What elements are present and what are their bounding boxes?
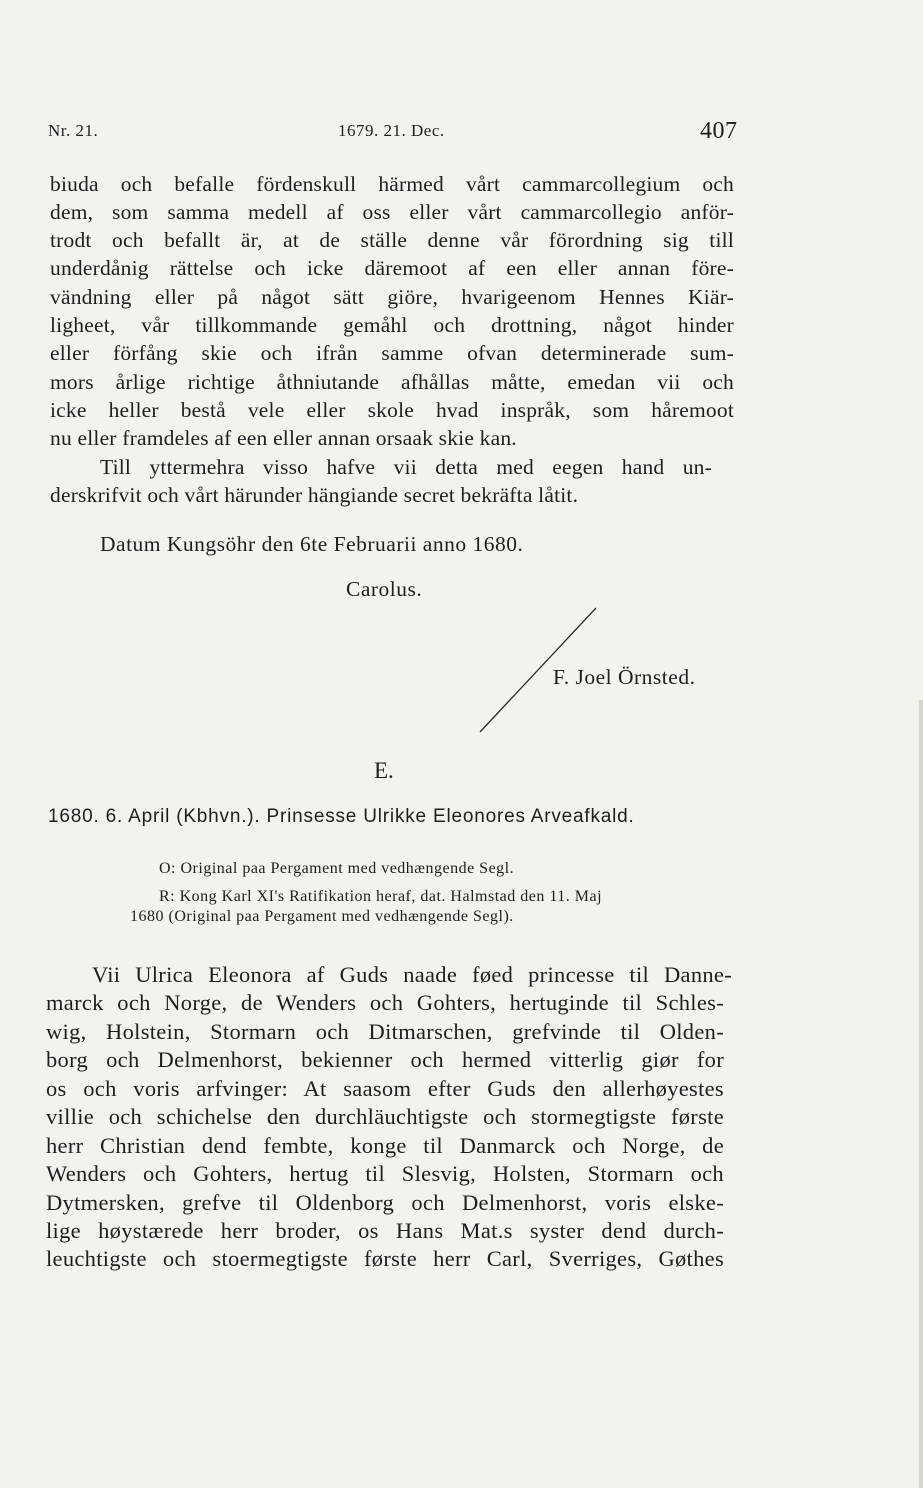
source-note: O: Original paa Pergament med vedhængende Segl. bbox=[159, 860, 515, 877]
text-line: leuchtigste och stoermegtigste første herr Carl, Sverriges, Gøthes bbox=[46, 1246, 724, 1271]
text-line: mors årlige richtige åthniutande afhållas måtte, emedan vii och bbox=[50, 370, 734, 394]
source-note: 1680 (Original paa Pergament med vedhængende Segl). bbox=[130, 908, 514, 925]
text-line: derskrifvit och vårt härunder hängiande secret bekräfta låtit. bbox=[50, 483, 579, 507]
signature: Carolus. bbox=[346, 577, 423, 601]
text-line: dem, som samma medell af oss eller vårt cammarcollegio anför- bbox=[50, 200, 734, 224]
text-line: marck och Norge, de Wenders och Gohters, hertuginde til Schles- bbox=[46, 990, 724, 1015]
section-letter: E. bbox=[374, 758, 394, 783]
text-line: villie och schichelse den durchläuchtigste och stormegtigste første bbox=[46, 1104, 724, 1129]
source-note: R: Kong Karl XI's Ratifikation heraf, dat. Halmstad den 11. Maj bbox=[159, 888, 603, 905]
text-line: Wenders och Gohters, hertug til Slesvig, Holsten, Stormarn och bbox=[46, 1161, 724, 1186]
text-line: lige høystærede herr broder, os Hans Mat.s syster dend durch- bbox=[46, 1218, 724, 1243]
countersignature: F. Joel Örnsted. bbox=[553, 665, 696, 689]
text-line: Dytmersken, grefve til Oldenborg och Delmenhorst, voris elske- bbox=[46, 1190, 724, 1215]
text-line: Vii Ulrica Eleonora af Guds naade føed princesse til Danne- bbox=[92, 962, 732, 987]
text-line: ligheet, vår tillkommande gemåhl och drottning, något hinder bbox=[50, 313, 734, 337]
text-line: vändning eller på något sätt giöre, hvarigeenom Hennes Kiär- bbox=[50, 285, 734, 309]
document-heading: 1680. 6. April (Kbhvn.). Prinsesse Ulrikke Eleonores Arveafkald. bbox=[48, 806, 635, 827]
dating-line: Datum Kungsöhr den 6te Februarii anno 1680. bbox=[100, 532, 524, 556]
text-line: underdånig rättelse och icke däremoot af een eller annan före- bbox=[50, 256, 734, 280]
text-line: os och voris arfvinger: At saasom efter Guds den allerhøyestes bbox=[46, 1076, 724, 1101]
text-line: nu eller framdeles af een eller annan orsaak skie kan. bbox=[50, 426, 517, 450]
text-line: wig, Holstein, Stormarn och Ditmarschen, grefvinde til Olden- bbox=[46, 1019, 724, 1044]
page-edge bbox=[919, 700, 923, 1488]
header-date: 1679. 21. Dec. bbox=[338, 121, 445, 140]
text-line: biuda och befalle fördenskull härmed vårt cammarcollegium och bbox=[50, 172, 734, 196]
text-line: borg och Delmenhorst, bekienner och hermed vitterlig giør for bbox=[46, 1047, 724, 1072]
text-line: eller förfång skie och ifrån samme ofvan determinerade sum- bbox=[50, 341, 734, 365]
text-line: trodt och befallt är, at de ställe denne vår förordning sig till bbox=[50, 228, 734, 252]
text-line: icke heller bestå vele eller skole hvad inspråk, som håremoot bbox=[50, 398, 734, 422]
page-number: 407 bbox=[700, 118, 738, 144]
text-line: herr Christian dend fembte, konge til Danmarck och Norge, de bbox=[46, 1133, 724, 1158]
text-line: Till yttermehra visso hafve vii detta med eegen hand un- bbox=[100, 455, 712, 479]
document-number: Nr. 21. bbox=[48, 121, 99, 140]
